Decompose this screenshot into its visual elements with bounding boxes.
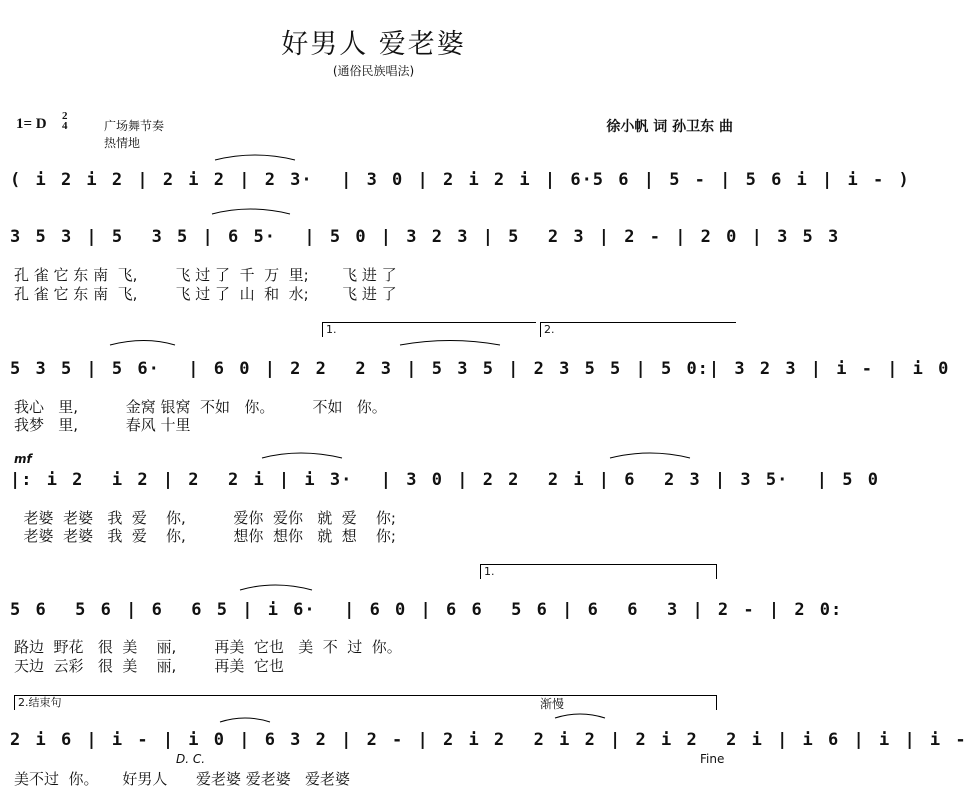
lyric-line-2a: 孔 雀 它 东 南 飞, 飞 过 了 千 万 里; 飞 进 了 — [14, 266, 397, 284]
time-sig-top: 2 — [62, 110, 68, 122]
key-signature: 1= D — [16, 116, 47, 132]
tempo-style: 广场舞节奏 — [104, 119, 165, 133]
volta-second: 2. — [540, 322, 736, 337]
notation-line-1: ( i 2 i 2 | 2 i 2 | 2 3· | 3 0 | 2 i 2 i | 6·5 6 | 5 - | 5 6 i | i - ) — [10, 170, 910, 190]
lyric-line-5b: 天边 云彩 很 美 丽, 再美 它也 — [14, 657, 284, 675]
volta-ending: 2.结束句 — [14, 695, 717, 710]
lyric-line-4b: 老婆 老婆 我 爱 你, 想你 想你 就 想 你; — [14, 527, 396, 545]
notation-line-5: 5 6 5 6 | 6 6 5 | i 6· | 6 0 | 6 6 5 6 | 6 6 3 | 2 - | 2 0: — [10, 600, 843, 620]
lyric-line-6a: 美不过 你。 好男人 爱老婆 爱老婆 爱老婆 — [14, 770, 351, 788]
volta-first-2: 1. — [480, 564, 717, 579]
song-title: 好男人 爱老婆 — [281, 29, 466, 60]
lyric-line-4a: 老婆 老婆 我 爱 你, 爱你 爱你 就 爱 你; — [14, 509, 396, 527]
tempo-mood: 热情地 — [104, 136, 141, 150]
time-signature — [62, 111, 68, 131]
notation-line-3: 5 3 5 | 5 6· | 6 0 | 2 2 2 3 | 5 3 5 | 2 3 5 5 | 5 0:| 3 2 3 | i - | i 0 — [10, 359, 950, 379]
lyric-line-3a: 我心 里, 金窝 银窝 不如 你。 不如 你。 — [14, 398, 387, 416]
dc-marking: D. C. — [176, 752, 206, 766]
dynamic-marking: mf — [14, 452, 32, 466]
notation-line-6: 2 i 6 | i - | i 0 | 6 3 2 | 2 - | 2 i 2 2 i 2 | 2 i 2 2 i | i 6 | i | i - — [10, 730, 967, 750]
lyric-line-5a: 路边 野花 很 美 丽, 再美 它也 美 不 过 你。 — [14, 638, 402, 656]
credits: 徐小帆 词 孙卫东 曲 — [606, 119, 733, 135]
volta-first: 1. — [322, 322, 536, 337]
notation-line-2: 3 5 3 | 5 3 5 | 6 5· | 5 0 | 3 2 3 | 5 2 3 | 2 - | 2 0 | 3 5 3 — [10, 227, 840, 247]
lyric-line-2b: 孔 雀 它 东 南 飞, 飞 过 了 山 和 水; 飞 进 了 — [14, 285, 397, 303]
fine-marking: Fine — [700, 752, 725, 766]
song-subtitle: (通俗民族唱法) — [332, 64, 415, 78]
lyric-line-3b: 我梦 里, 春风 十里 — [14, 416, 191, 434]
time-sig-bottom: 4 — [62, 120, 68, 132]
notation-line-4: |: i 2 i 2 | 2 2 i | i 3· | 3 0 | 2 2 2 i | 6 2 3 | 3 5· | 5 0 — [10, 470, 879, 490]
tempo-slowing: 渐慢 — [540, 697, 565, 711]
